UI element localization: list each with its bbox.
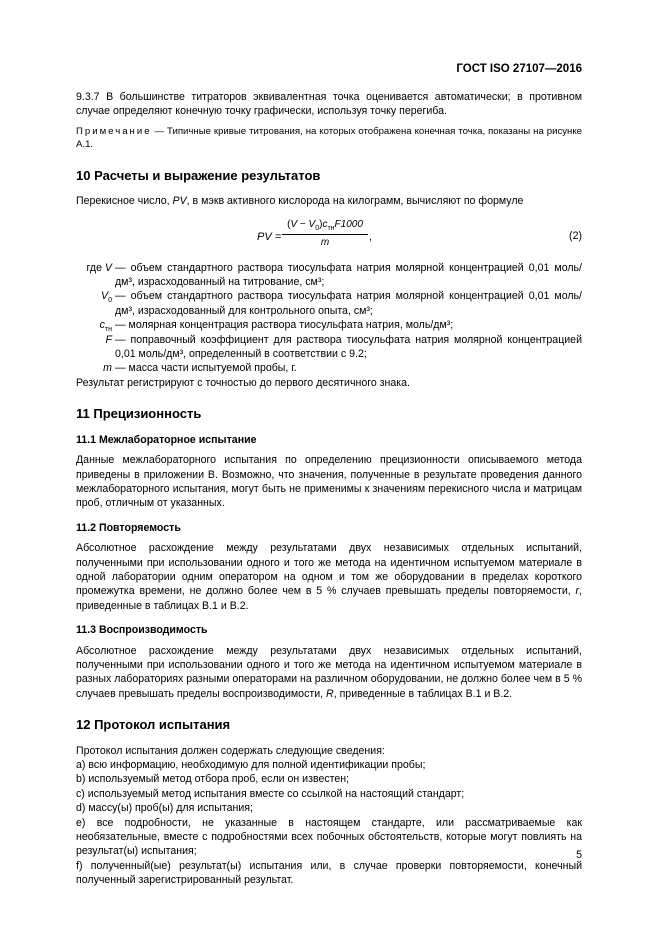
section-10-title: 10 Расчеты и выражение результатов (76, 167, 321, 183)
definition-symbol: m (103, 362, 112, 375)
section-11-3-text: Абсолютное расхождение между результатами двух независимых отдельных испытаний, полученными при использовании одного и того же метода на идентичном испытуемом материале в разных лабораториях разными операторами на различном оборудовании, не должно более чем в 5 % случаев превышать пределы воспроизводимости, R, приведенные в таблицах В.1 и В.2. (76, 644, 582, 700)
section-11-title: 11 Прецизионность (76, 406, 202, 422)
note-label: Примечание (76, 125, 152, 137)
section-12-title: 12 Протокол испытания (76, 717, 231, 733)
definition-row (52, 318, 582, 332)
list-item: f) полученный(ые) результат(ы) испытания или, в случае проверки повторяемости, конечный полученный зарегистрированный результат. (76, 859, 582, 887)
formula-denominator: m (320, 237, 330, 249)
definition-row (52, 361, 582, 375)
protocol-intro: Протокол испытания должен содержать следующие сведения: (76, 744, 385, 757)
variable-definitions (52, 261, 582, 376)
list-item: e) все подробности, не указанные в настоящем стандарте, или рассматриваемые как необязательные, вместе с подробностями всех побочных обстоятельств, которые могут повлиять на результат(ы) испытания; (76, 816, 582, 858)
section-11-2-title: 11.2 Повторяемость (76, 521, 181, 534)
section-10-intro: Перекисное число, PV, в мэкв активного кислорода на килограмм, вычисляют по формуле (76, 195, 524, 208)
definition-row (52, 333, 582, 362)
definition-symbol: $c_{тн}$ (99, 319, 112, 334)
section-11-3-title: 11.3 Воспроизводимость (76, 624, 208, 637)
list-item: d) массу(ы) проб(ы) для испытания; (76, 802, 253, 815)
definition-symbol: где V (86, 261, 112, 274)
definition-text: — объем стандартного раствора тиосульфата натрия молярной концентрацией 0,01 моль/дм³, израсходованный на титрование, см³; (115, 261, 582, 289)
definition-symbol: F (105, 333, 112, 346)
section-11-1-title: 11.1 Межлабораторное испытание (76, 433, 257, 446)
definition-text: — поправочный коэффициент для раствора тиосульфата натрия молярной концентрацией 0,01 моль/дм³, определенный в соответствии с 9.2; (115, 333, 582, 361)
formula-fraction (282, 218, 368, 251)
formula-comma: , (369, 230, 372, 243)
section-11-2-text: Абсолютное расхождение между результатами двух независимых отдельных испытаний, полученными при использовании одного и того же метода на идентичном испытуемом материале в одной лаборатории одним оператором на одном и том же оборудовании в пределах короткого промежутка времени, не должно более чем в 5 % случаев превышать пределы повторяемости, r, приведенные в таблицах В.1 и В.2. (76, 542, 582, 612)
note (76, 125, 582, 152)
fraction-bar (282, 234, 368, 235)
list-item: a) всю информацию, необходимую для полной идентификации пробы; (76, 759, 426, 771)
list-item: b) используемый метод отбора проб, если он известен; (76, 773, 350, 786)
note-text: — Типичные кривые титрования, на которых отображена конечная точка, показаны на рисунке А.1. (76, 125, 582, 151)
section-11-1-text: Данные межлабораторного испытания по определению прецизионности описываемого метода приведены в приложении В. Возможно, что значения, полученные в результате проведения данного межлабораторного испытания, могут быть не применимы к значениям перекисного числа и матрицам проб, отличным от указанных. (76, 454, 582, 510)
definition-text: — молярная концентрация раствора тиосульфата натрия, моль/дм³; (115, 319, 454, 332)
formula-lhs: PV = (257, 230, 282, 243)
result-precision-note: Результат регистрируют с точностью до первого десятичного знака. (76, 376, 410, 389)
list-item: c) используемый метод испытания вместе со ссылкой на настоящий стандарт; (76, 787, 465, 800)
formula-numerator: $(V - V_0)c_{тн}F1000$ (287, 218, 363, 232)
definition-text: — объем стандартного раствора тиосульфата натрия молярной концентрацией 0,01 моль/дм³, израсходованный для контрольного опыта, см³; (115, 290, 582, 317)
formula-number: (2) (569, 229, 582, 242)
formula-2 (76, 217, 582, 259)
definition-symbol: $V_0$ (101, 290, 112, 305)
definition-row (52, 261, 582, 290)
definition-row (52, 289, 582, 318)
paragraph-9-3-7: 9.3.7 В большинстве титраторов эквивалентная точка оценивается автоматически; в противном случае определяют конечную точку графически, используя точку перегиба. (76, 91, 582, 118)
document-body (76, 90, 582, 888)
protocol-list (76, 744, 582, 888)
document-id-header: ГОСТ ISO 27107—2016 (456, 63, 582, 75)
page-number: 5 (576, 849, 582, 861)
definition-text: — масса части испытуемой пробы, г. (115, 362, 297, 375)
